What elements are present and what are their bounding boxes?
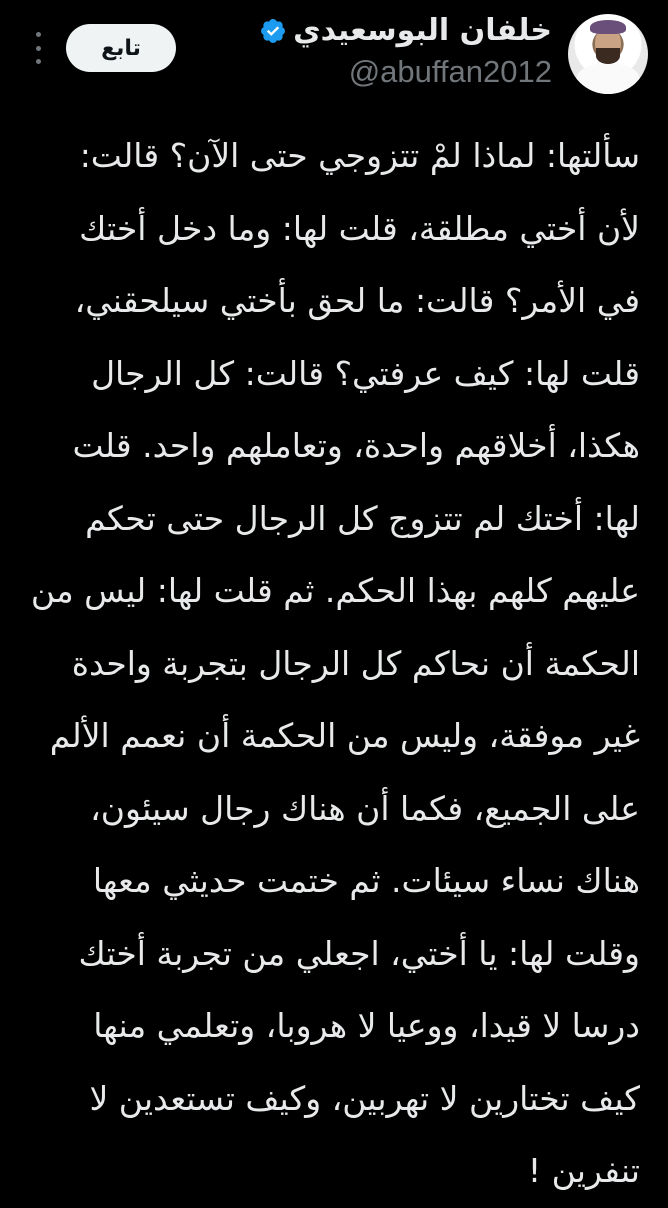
avatar-beard xyxy=(596,48,620,64)
follow-button[interactable]: تابع xyxy=(66,24,176,72)
tweet-text-line: سألتها: لماذا لمْ تتزوجي حتى الآن؟ قالت: xyxy=(79,136,640,175)
avatar-clothing xyxy=(576,64,640,94)
tweet-text-line: وقلت لها: يا أختي، اجعلي من تجربة أختك xyxy=(78,933,640,973)
verified-badge-icon xyxy=(259,17,287,45)
tweet-text-line: تنفرين ! xyxy=(527,1151,640,1190)
tweet-text-line: درسا لا قيدا، ووعيا لا هروبا، وتعلمي منها xyxy=(93,1006,640,1045)
display-name[interactable]: خلفان البوسعيدي xyxy=(293,13,552,48)
avatar[interactable] xyxy=(568,14,648,94)
tweet-header xyxy=(0,0,668,110)
tweet-text-line: كيف تختارين لا تهربين، وكيف تستعدين لا xyxy=(89,1078,640,1118)
username[interactable]: @abuffan2012 xyxy=(348,54,552,89)
more-dots-vertical-icon[interactable] xyxy=(30,32,46,64)
more-dot xyxy=(36,32,41,37)
tweet-text-line: هكذا، أخلاقهم واحدة، وتعاملهم واحد. قلت xyxy=(72,426,640,465)
tweet-text-line: في الأمر؟ قالت: ما لحق بأختي سيلحقني، xyxy=(74,281,640,320)
tweet-text-line: الحكمة أن نحاكم كل الرجال بتجربة واحدة xyxy=(71,643,640,683)
display-name-row xyxy=(259,12,552,50)
tweet-text-line: لأن أختي مطلقة، قلت لها: وما دخل أختك xyxy=(79,208,640,248)
tweet-text-line: عليهم كلهم بهذا الحكم. ثم قلت لها: ليس من xyxy=(30,571,640,610)
tweet-text-line: هناك نساء سيئات. ثم ختمت حديثي معها xyxy=(92,861,640,900)
more-dot xyxy=(36,59,41,64)
tweet-text-line: قلت لها: كيف عرفتي؟ قالت: كل الرجال xyxy=(91,353,640,393)
avatar-turban xyxy=(590,20,626,34)
tweet-text-line: على الجميع، فكما أن هناك رجال سيئون، xyxy=(90,788,640,828)
more-dot xyxy=(36,46,41,51)
tweet-text-line: لها: أختك لم تتزوج كل الرجال حتى تحكم xyxy=(85,498,640,538)
tweet-text xyxy=(28,120,640,1208)
tweet-text-line: غير موفقة، وليس من الحكمة أن نعمم الألم xyxy=(49,716,640,755)
author-names xyxy=(259,12,552,92)
